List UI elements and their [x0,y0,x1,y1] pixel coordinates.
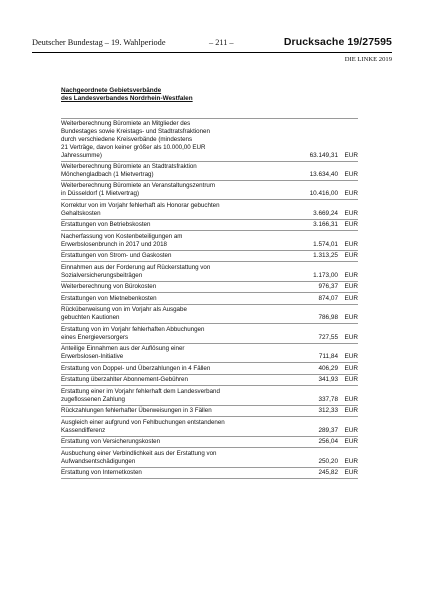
row-currency: EUR [344,438,358,446]
row-description: Erstattung von im Vorjahr fehlerhaften Abbuchungen eines Energieversorgers [61,325,205,341]
row-amount: 250,20 [318,457,338,465]
row-description: Anteilige Einnahmen aus der Auflösung einer Erwerbslosen-Initiative [61,345,185,360]
table-row [61,468,358,480]
row-description: Erstattungen von Mietnebenkosten [61,294,157,302]
table-row [61,448,358,467]
row-currency: EUR [344,426,358,434]
row-description: Weiterberechnung Büromiete an Stadtratsfraktion Mönchengladbach (1 Mietvertrag) [61,163,197,178]
row-amount: 256,04 [318,438,338,446]
table-row [61,344,358,363]
row-amount: 727,55 [318,333,338,341]
row-description: Rückzahlungen fehlerhafter Überweisungen in 3 Fällen [61,407,212,415]
row-currency: EUR [344,271,358,279]
page-header [32,38,392,53]
row-description: Weiterberechnung Büromiete an Mitglieder des Bundestages sowie Kreistags- und Stadtratsfraktionen durch verschiedene Kreisverbände (mindestens 21 Verträge, davon keiner größer als 10.000,00 EUR Jahressumme) [61,120,210,159]
row-currency: EUR [344,364,358,372]
row-currency: EUR [344,209,358,217]
table-row [61,162,358,181]
row-amount: 245,82 [318,469,338,477]
parliament-label: Deutscher Bundestag – 19. Wahlperiode [32,38,166,47]
row-description: Rücküberweisung von im Vorjahr als Ausgabe gebuchten Kautionen [61,306,187,322]
section-heading-line-1: Nachgeordnete Gebietsverbände [61,87,162,94]
row-amount: 63.149,31 [309,151,338,159]
row-currency: EUR [344,314,358,322]
row-description: Einnahmen aus der Forderung auf Rückerstattung von Sozialversicherungsbeiträgen [61,263,211,279]
document-number [284,36,392,48]
row-description: Erstattungen von Strom- und Gaskosten [61,252,172,260]
table-row [61,231,358,250]
row-description: Erstattungen von Betriebskosten [61,221,151,229]
section-heading [61,87,358,104]
row-currency: EUR [344,333,358,341]
row-currency: EUR [344,294,358,302]
row-description: Erstattung von Internetkosten [61,469,142,477]
row-description: Erstattung überzahlter Abonnement-Gebühren [61,376,188,384]
row-currency: EUR [344,407,358,415]
row-amount: 289,37 [318,426,338,434]
row-amount: 786,98 [318,314,338,322]
row-amount: 341,93 [318,376,338,384]
row-description: Erstattung von Versicherungskosten [61,438,161,446]
row-description: Ausgleich einer aufgrund von Fehlbuchungen entstandenen Kassendifferenz [61,418,225,434]
row-currency: EUR [344,376,358,384]
row-description: Nacherfassung von Kostenbeteiligungen am Erwerbslosenbrunch in 2017 und 2018 [61,232,183,248]
table-row [61,262,358,281]
document-number-value: 27595 [362,36,392,48]
table-row [61,293,358,305]
row-amount: 406,29 [318,364,338,372]
table-row [61,251,358,263]
row-amount: 10.416,00 [309,190,338,198]
row-amount: 874,07 [318,294,338,302]
row-description: Weiterberechnung von Bürokosten [61,283,157,291]
revenue-table [61,87,358,479]
table-row [61,375,358,387]
row-currency: EUR [344,170,358,178]
table-row [61,406,358,418]
row-currency: EUR [344,151,358,159]
row-amount: 1.313,25 [313,252,338,260]
table-row [61,282,358,294]
page-number: – 211 – [209,38,234,47]
row-amount: 1.574,01 [313,240,338,248]
party-label: DIE LINKE 2019 [344,56,392,63]
row-description: Erstattung von Doppel- und Überzahlungen in 4 Fällen [61,364,211,372]
row-amount: 976,37 [318,283,338,291]
row-description: Weiterberechnung Büromiete an Veranstaltungszentrum in Düsseldorf (1 Mietvertrag) [61,182,215,198]
row-currency: EUR [344,457,358,465]
row-currency: EUR [344,252,358,260]
row-amount: 711,84 [318,353,338,360]
section-heading-line-2: des Landesverbandes Nordrhein-Westfalen [61,95,193,103]
row-currency: EUR [344,469,358,477]
row-amount: 3.166,31 [313,221,338,229]
row-currency: EUR [344,283,358,291]
table-row [61,305,358,324]
table-row [61,363,358,375]
table-row [61,118,358,162]
table-row [61,181,358,200]
row-currency: EUR [344,395,358,403]
table-row [61,324,358,343]
table-row [61,386,358,405]
row-amount: 312,33 [318,407,338,415]
row-amount: 1.173,00 [313,271,338,279]
row-amount: 337,78 [318,395,338,403]
table-row [61,437,358,449]
table-row [61,200,358,219]
row-currency: EUR [344,221,358,229]
document-label: Drucksache 19/ [283,36,363,48]
table-row [61,220,358,232]
table-body [61,118,358,479]
row-currency: EUR [344,190,358,198]
row-description: Erstattung einer im Vorjahr fehlerhaft dem Landesverband zugeflossenen Zahlung [61,387,220,403]
row-description: Korrektur von im Vorjahr fehlerhaft als Honorar gebuchten Gehaltskosten [61,201,220,217]
row-description: Ausbuchung einer Verbindlichkeit aus der Erstattung von Aufwandsentschädigungen [61,449,217,465]
row-currency: EUR [344,353,358,360]
row-currency: EUR [344,240,358,248]
row-amount: 3.669,24 [313,209,338,217]
table-row [61,417,358,436]
row-amount: 13.634,40 [309,170,338,178]
